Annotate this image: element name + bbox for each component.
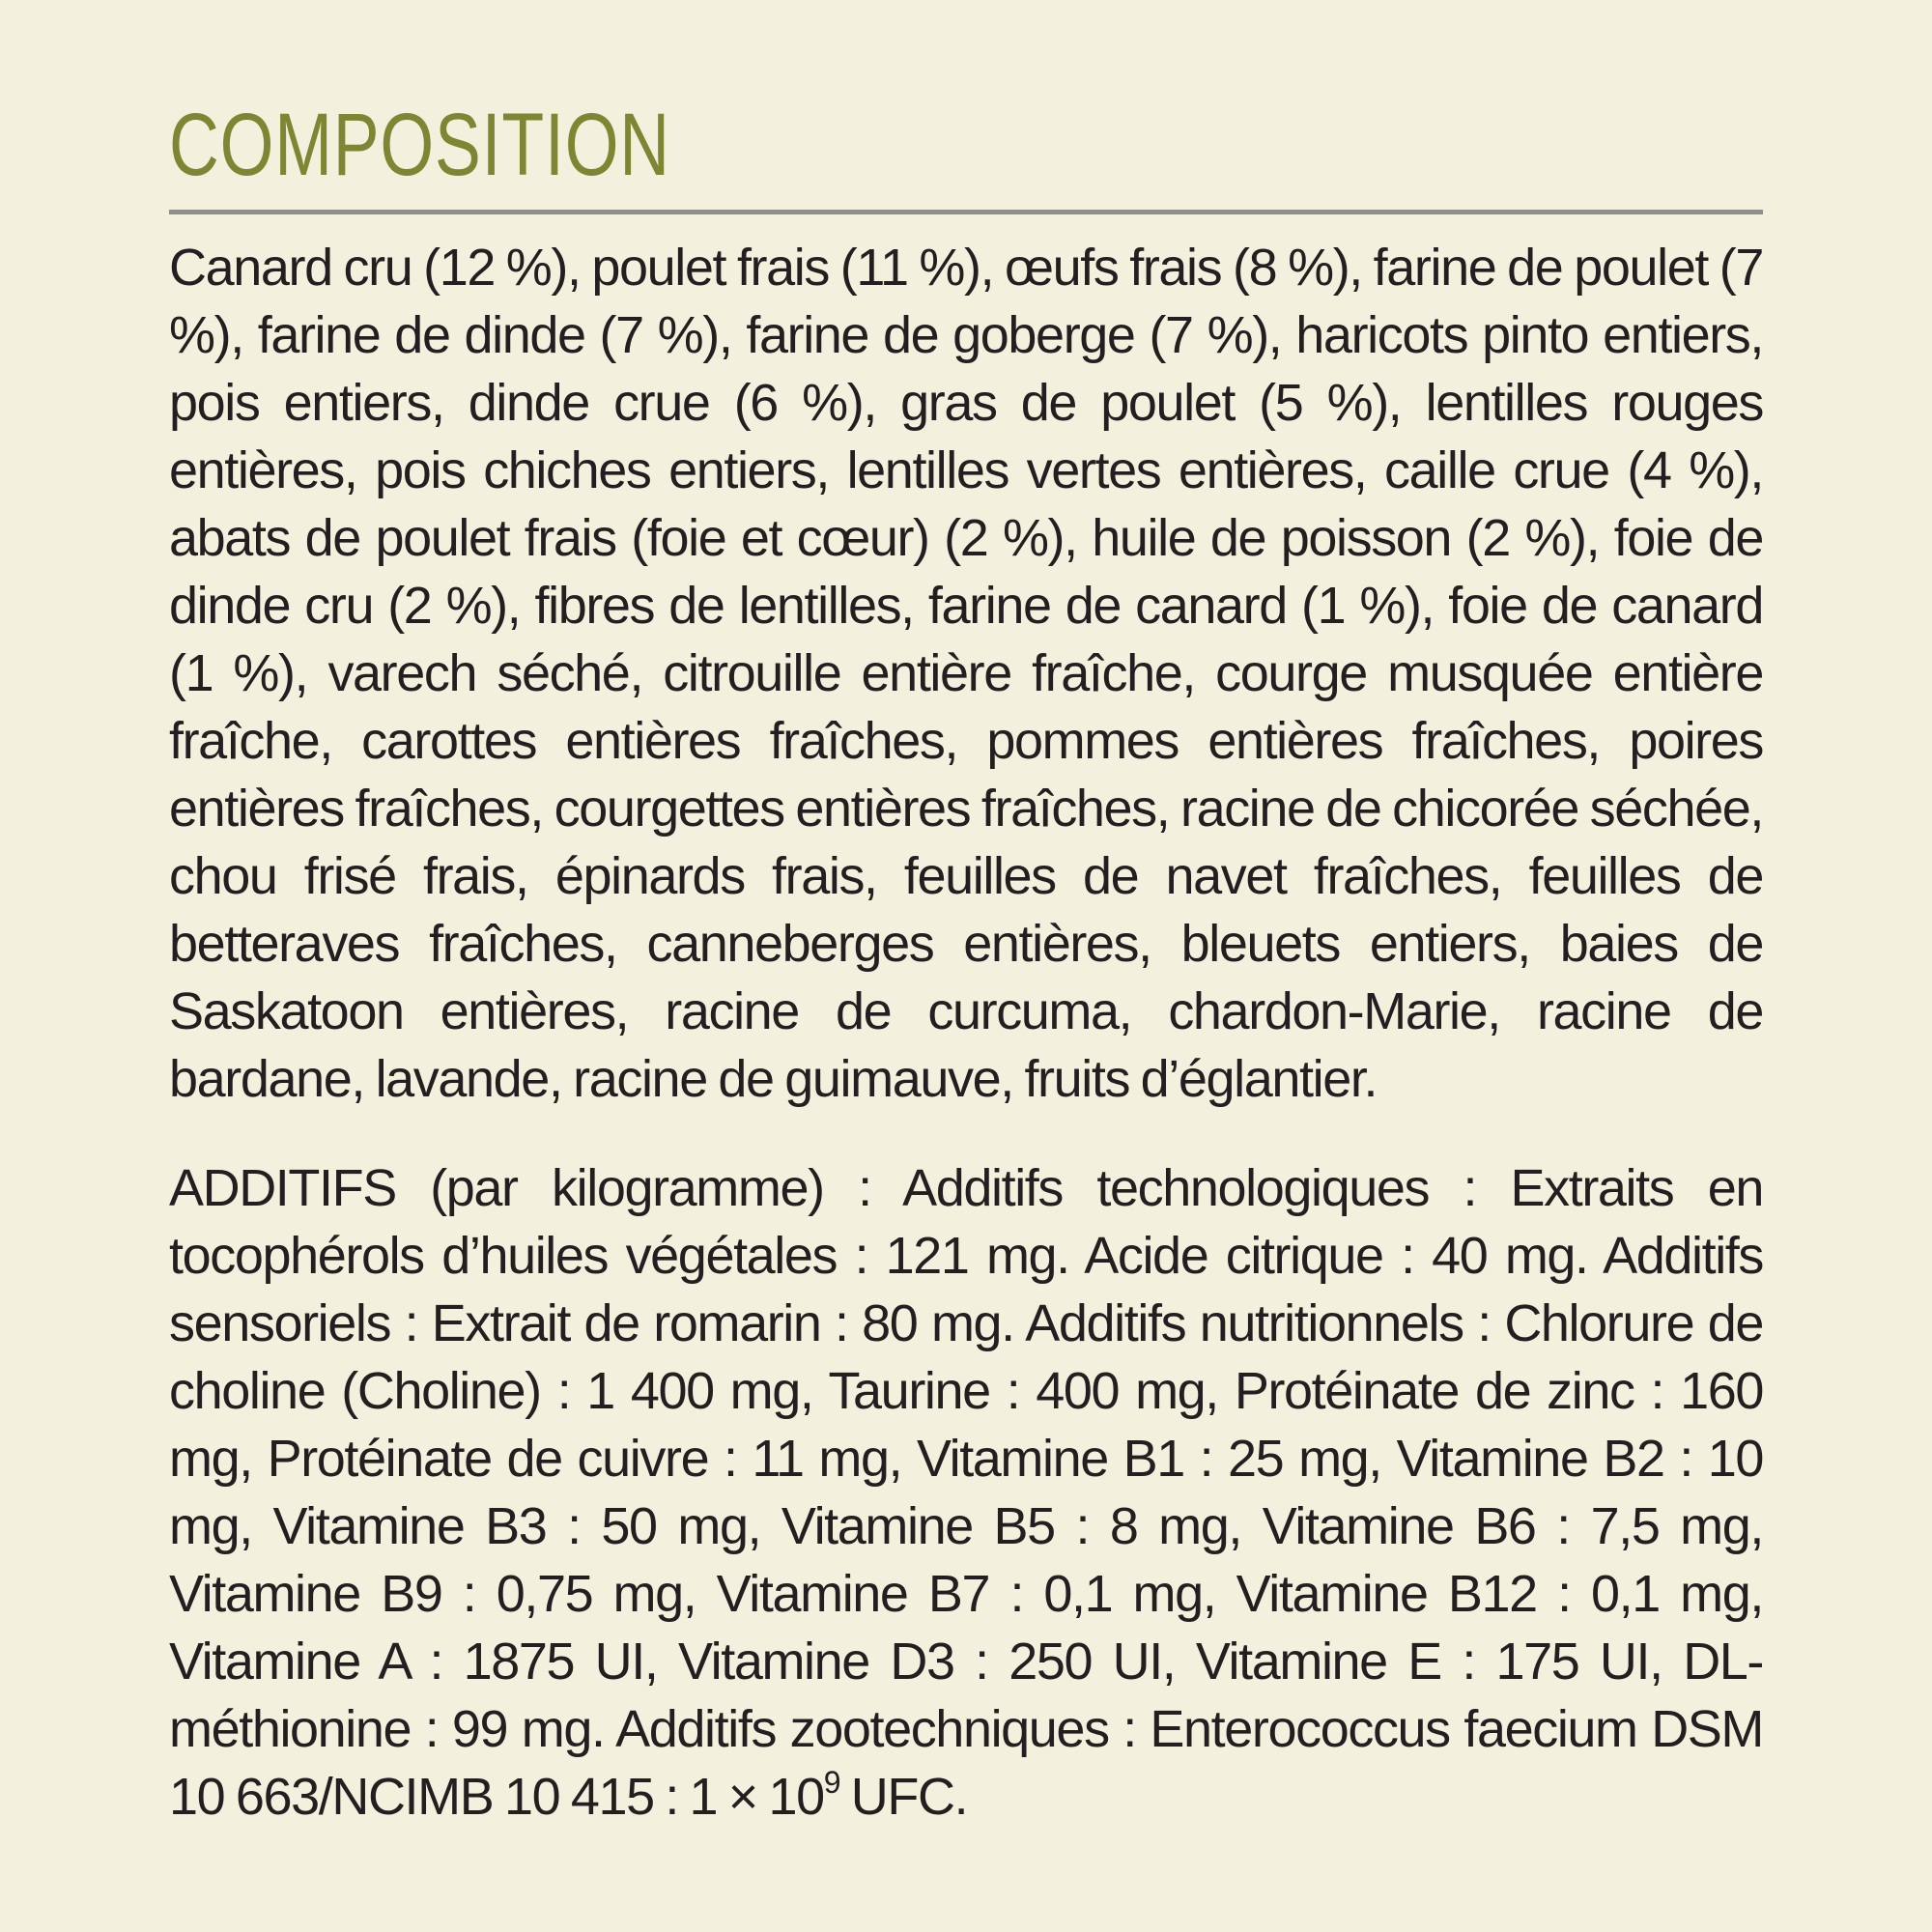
section-title: COMPOSITION [169,96,670,194]
title-divider [169,210,1763,214]
additives-paragraph [169,1154,1763,1831]
ingredients-paragraph: Canard cru (12 %), poulet frais (11 %), œufs frais (8 %), farine de poulet (7 %), farine de dinde (7 %), farine de goberge (7 %), haricots pinto entiers, pois entiers, dinde crue (6 %), gras de poulet (5 %), lentilles rouges entières, pois chiches entiers, lentilles vertes entières, caille crue (4 %), abats de poulet frais (foie et cœur) (2 %), huile de poisson (2 %), foie de dinde cru (2 %), fibres de lentilles, farine de canard (1 %), foie de canard (1 %), varech séché, citrouille entière fraîche, courge musquée entière fraîche, carottes entières fraîches, pommes entières fraîches, poires entières fraîches, courgettes entières fraîches, racine de chicorée séchée, chou frisé frais, épinards frais, feuilles de navet fraîches, feuilles de betteraves fraîches, canneberges entières, bleuets entiers, baies de Saskatoon entières, racine de curcuma, chardon-Marie, racine de bardane, lavande, racine de guimauve, fruits d’églantier. [169,239,1763,1108]
exponent: 9 [823,1765,840,1800]
additives-text: ADDITIFS (par kilogramme) : Additifs technologiques : Extraits en tocophérols d’huiles végétales : 121 mg. Acide citrique : 40 mg. Additifs sensoriels : Extrait de romarin : 80 mg. Additifs nutritionnels : Chlorure de choline (Choline) : 1 400 mg, Taurine : 400 mg, Protéinate de zinc : 160 mg, Protéinate de cuivre : 11 mg, Vitamine B1 : 25 mg, Vitamine B2 : 10 mg, Vitamine B3 : 50 mg, Vitamine B5 : 8 mg, Vitamine B6 : 7,5 mg, Vitamine B9 : 0,75 mg, Vitamine B7 : 0,1 mg, Vitamine B12 : 0,1 mg, Vitamine A : 1875 UI, Vitamine D3 : 250 UI, Vitamine E : 175 UI, DL-méthionine : 99 mg. Additifs zootechniques : Enterococcus faecium DSM 10 663/NCIMB 10 415 : 1 × 10 [169,1159,1763,1826]
additives-tail: UFC. [839,1768,968,1826]
